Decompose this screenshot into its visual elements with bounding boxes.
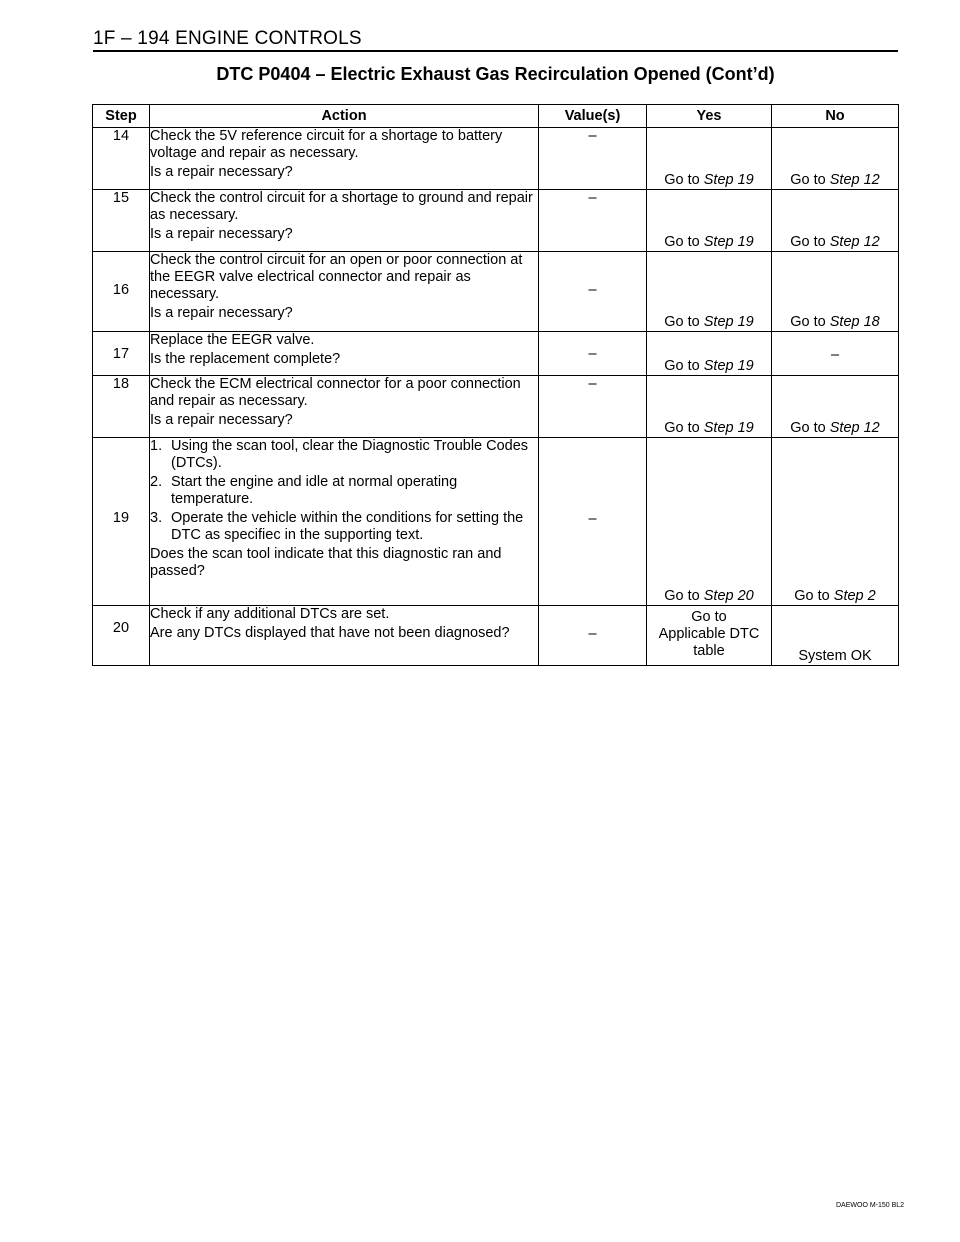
action-instruction: Check the 5V reference circuit for a shortage to battery voltage and repair as necessary.: [150, 128, 503, 161]
action-instruction: Check the control circuit for a shortage to ground and repair as necessary.: [150, 190, 533, 223]
header-rule: [93, 50, 898, 52]
action-cell: [150, 376, 539, 438]
yes-step-ref: Step 19: [703, 314, 754, 330]
action-cell: [150, 190, 539, 252]
table-row: [93, 376, 899, 438]
step-number: 17: [93, 332, 150, 376]
list-item-number: 3.: [150, 510, 163, 526]
action-instruction: Check if any additional DTCs are set.: [150, 606, 390, 622]
column-header-values: Value(s): [539, 105, 647, 128]
yes-cell: [647, 606, 772, 666]
action-cell: [150, 332, 539, 376]
yes-step-ref: Step 19: [703, 358, 754, 374]
value-cell: –: [539, 190, 647, 252]
yes-prefix: Go to: [664, 420, 704, 436]
action-question: Are any DTCs displayed that have not been diagnosed?: [150, 625, 510, 641]
action-instruction: Replace the EEGR valve.: [150, 332, 315, 348]
no-cell: –: [772, 332, 899, 376]
no-prefix: Go to: [794, 588, 834, 604]
table-header-row: [93, 105, 899, 128]
list-item: [150, 474, 538, 508]
yes-prefix: Go to: [664, 588, 704, 604]
list-item-text: Using the scan tool, clear the Diagnostic Trouble Codes (DTCs).: [171, 438, 529, 471]
yes-cell: [647, 332, 772, 376]
action-question: Does the scan tool indicate that this diagnostic ran and passed?: [150, 546, 502, 579]
table-row: [93, 438, 899, 606]
column-header-no: No: [772, 105, 899, 128]
action-question: Is the replacement complete?: [150, 351, 341, 367]
column-header-yes: Yes: [647, 105, 772, 128]
yes-step-ref: Step 19: [703, 172, 754, 188]
value-cell: –: [539, 606, 647, 666]
yes-step-ref: Step 19: [703, 420, 754, 436]
no-prefix: Go to: [790, 314, 830, 330]
action-cell: [150, 606, 539, 666]
no-cell: System OK: [772, 606, 899, 666]
action-question: Is a repair necessary?: [150, 226, 293, 242]
yes-cell: [647, 190, 772, 252]
list-item-text: Operate the vehicle within the conditions for setting the DTC as specifiec in the supporting text.: [171, 510, 524, 543]
yes-cell: [647, 376, 772, 438]
step-number: 19: [93, 438, 150, 606]
yes-prefix: Go to: [664, 234, 704, 250]
step-number: 14: [93, 128, 150, 190]
page-header: 1F – 194 ENGINE CONTROLS: [93, 28, 362, 49]
action-question: Is a repair necessary?: [150, 164, 293, 180]
no-cell: [772, 252, 899, 332]
yes-line: Go to: [691, 609, 727, 625]
table-row: [93, 252, 899, 332]
action-cell: [150, 438, 539, 606]
value-cell: –: [539, 438, 647, 606]
no-step-ref: Step 2: [833, 588, 876, 604]
column-header-step: Step: [93, 105, 150, 128]
step-number: 15: [93, 190, 150, 252]
step-number: 16: [93, 252, 150, 332]
action-question: Is a repair necessary?: [150, 412, 293, 428]
table-row: [93, 190, 899, 252]
yes-cell: [647, 438, 772, 606]
action-instruction: Check the ECM electrical connector for a poor connection and repair as necessary.: [150, 376, 521, 409]
list-item-number: 2.: [150, 474, 163, 490]
step-number: 20: [93, 606, 150, 666]
action-cell: [150, 252, 539, 332]
step-number: 18: [93, 376, 150, 438]
footer-code: DAEWOO M-150 BL2: [836, 1202, 905, 1209]
action-cell: [150, 128, 539, 190]
yes-step-ref: Step 20: [703, 588, 754, 604]
no-step-ref: Step 12: [829, 420, 880, 436]
yes-prefix: Go to: [664, 314, 704, 330]
no-step-ref: Step 12: [829, 172, 880, 188]
yes-line: Applicable DTC: [658, 626, 760, 642]
yes-prefix: Go to: [664, 358, 704, 374]
value-cell: –: [539, 376, 647, 438]
table-row: [93, 128, 899, 190]
list-item: [150, 510, 538, 544]
value-cell: –: [539, 252, 647, 332]
table-row: [93, 332, 899, 376]
diagnostic-table: [92, 104, 899, 666]
no-cell: [772, 438, 899, 606]
no-cell: [772, 128, 899, 190]
no-step-ref: Step 12: [829, 234, 880, 250]
action-steps-list: [150, 438, 538, 544]
yes-prefix: Go to: [664, 172, 704, 188]
no-prefix: Go to: [790, 234, 830, 250]
yes-step-ref: Step 19: [703, 234, 754, 250]
value-cell: –: [539, 332, 647, 376]
value-cell: –: [539, 128, 647, 190]
no-prefix: Go to: [790, 172, 830, 188]
action-question: Is a repair necessary?: [150, 305, 293, 321]
yes-cell: [647, 252, 772, 332]
no-prefix: Go to: [790, 420, 830, 436]
list-item: [150, 438, 538, 472]
column-header-action: Action: [150, 105, 539, 128]
page-title: DTC P0404 – Electric Exhaust Gas Recirculation Opened (Cont’d): [216, 64, 775, 84]
list-item-number: 1.: [150, 438, 163, 454]
no-cell: [772, 190, 899, 252]
list-item-text: Start the engine and idle at normal operating temperature.: [171, 474, 458, 507]
action-instruction: Check the control circuit for an open or poor connection at the EEGR valve electrical connector and repair as necessary.: [150, 252, 523, 302]
no-cell: [772, 376, 899, 438]
no-step-ref: Step 18: [829, 314, 880, 330]
yes-cell: [647, 128, 772, 190]
table-row: [93, 606, 899, 666]
yes-line: table: [693, 643, 725, 659]
